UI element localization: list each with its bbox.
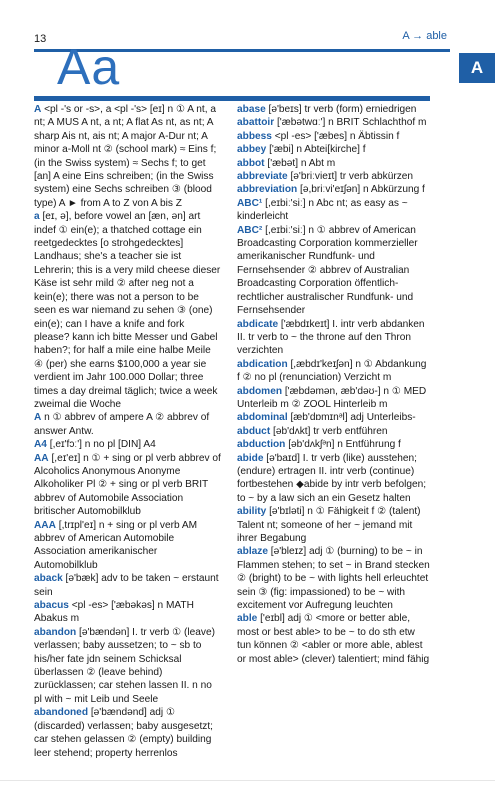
headword: abbreviation <box>237 184 298 196</box>
entry-abbess <box>237 130 431 143</box>
entry-text: abide [ə'baɪd] I. tr verb (like) ausstehen; (endure) ertragen II. intr verb (continue) fortbestehen ◆abide by intr verb befolgen; to ~ by a law sich an ein Gesetz halten <box>237 452 427 504</box>
headword: ablaze <box>237 546 268 558</box>
section-rule <box>34 96 430 101</box>
entry-abbey <box>237 143 431 156</box>
entry-able <box>237 612 431 666</box>
entry-text: aback [ə'bæk] adv to be taken ~ erstaunt sein <box>34 573 219 598</box>
headword: ABC¹ <box>237 197 263 209</box>
entry-abide <box>237 452 431 506</box>
entry-ablaze <box>237 545 431 612</box>
headword: A <box>34 412 42 424</box>
section-letter: Aa <box>57 39 121 95</box>
headword: abduction <box>237 439 286 451</box>
entry-text: A4 [,eɪ'fɔː'] n no pl [DIN] A4 <box>34 439 156 451</box>
entry-text: abbreviate [ə'briːvieɪt] tr verb abkürzen <box>237 171 414 183</box>
entry-abase <box>237 103 431 116</box>
entry-text: abase [ə'beɪs] tr verb (form) erniedrigen <box>237 104 417 115</box>
headword: abduct <box>237 425 271 437</box>
entry-A <box>34 103 221 210</box>
entry-text: abbey ['æbi] n Abtei[kirche] f <box>237 144 366 156</box>
headword: AAA <box>34 519 56 531</box>
headword: abdicate <box>237 318 279 330</box>
entry-abduction <box>237 438 431 451</box>
headword: abbreviate <box>237 171 288 183</box>
entry-text: abbreviation [ə,briːvi'eɪʃən] n Abkürzung f <box>237 184 425 196</box>
entry-text: abandon [ə'bændən] I. tr verb ① (leave) verlassen; baby aussetzen; to ~ sb to his/her fate jdn seinem Schicksal überlassen ② (leave behind) zurücklassen; car stehen lassen II. n no pl with ~ mit Leib und Seele <box>34 626 215 705</box>
entry-abdication <box>237 358 431 385</box>
headword: abdication <box>237 358 288 370</box>
entry-text: ablaze [ə'bleɪz] adj ① (burning) to be ~ in Flammen stehen; to set ~ in Brand stecken ② (bright) to be ~ with lights hell erleuchtet sein ③ (fig: impassioned) to be ~ with excitement vor Aufregung leuchten <box>237 546 430 612</box>
entry-text: A <pl -'s or -s>, a <pl -'s> [eɪ] n ① A nt, a nt; A MUS A nt, a nt; A flat As nt, as nt; A sharp Ais nt, ais nt; A major A-Dur nt; A minor a-Moll nt ② (school mark) ≈ Eins f; (in the Swiss system) ≈ Sechs f; to get [an] A eine Eins schreiben; (in the Swiss system) eine Sechs schreiben ③ (blood type) A ► from A to Z von A bis Z <box>34 104 217 209</box>
entry-text: abbess <pl -es> ['æbes] n Äbtissin f <box>237 130 400 142</box>
entry-text: ABC² [,eɪbiː'siː] n ① abbrev of American Broadcasting Corporation kommerzieller amerikanischer Rundfunk- und Fernsehsender ② abbrev of Australian Broadcasting Corporation öffentlich-rechtlicher australischer Rundfunk- und Fernsehsender <box>237 224 418 317</box>
entry-abacus <box>34 599 221 626</box>
entry-text: abdomen ['æbdəmən, æb'dəʊ-] n ① MED Unterleib m ② ZOOL Hinterleib m <box>237 385 427 410</box>
entry-abdomen <box>237 385 431 412</box>
entry-text: abacus <pl -es> ['æbəkəs] n MATH Abakus m <box>34 600 194 625</box>
entry-abdicate <box>237 318 431 358</box>
entry-text: abdominal [æb'dɒmɪnᵊl] adj Unterleibs- <box>237 412 416 424</box>
running-head: A → able <box>402 30 447 42</box>
headword: AA <box>34 452 49 464</box>
page-number: 13 <box>34 33 47 45</box>
entry-text: abduct [əb'dʌkt] tr verb entführen <box>237 425 388 437</box>
entry-text: AA [,eɪ'eɪ] n ① + sing or pl verb abbrev of Alcoholics Anonymous Anonyme Alkoholiker Pl ② + sing or pl verb BRIT abbrev of Automobile Association britischer Automobilklub <box>34 452 221 518</box>
headword: abdomen <box>237 385 283 397</box>
entry-text: abbot ['æbət] n Abt m <box>237 157 336 169</box>
entry-ABC2 <box>237 224 431 318</box>
entry-text: A n ① abbrev of ampere A ② abbrev of answer Antw. <box>34 412 210 437</box>
headword: abacus <box>34 600 69 612</box>
entry-AA <box>34 452 221 519</box>
headword: abbess <box>237 130 272 142</box>
headword: A <box>34 104 42 115</box>
headword: abandon <box>34 626 77 638</box>
entry-ability <box>237 505 431 545</box>
entry-AAA <box>34 519 221 573</box>
entry-abandon <box>34 626 221 706</box>
entry-text: abattoir ['æbətwɑː'] n BRIT Schlachthof m <box>237 117 427 129</box>
entry-text: abduction [əb'dʌkʃᵊn] n Entführung f <box>237 439 401 451</box>
entry-text: abdication [,æbdɪ'keɪʃən] n ① Abdankung f ② no pl (renunciation) Verzicht m <box>237 358 427 384</box>
headword: abattoir <box>237 117 275 129</box>
headword: abbey <box>237 144 267 156</box>
entry-text: AAA [,trɪpl'eɪ] n + sing or pl verb AM abbrev of American Automobile Association amerikanischer Automobilklub <box>34 519 198 571</box>
entry-abandoned <box>34 706 221 760</box>
entry-abbot <box>237 157 431 170</box>
entry-aback <box>34 572 221 599</box>
entry-text: abdicate ['æbdɪkeɪt] I. intr verb abdanken II. tr verb to ~ the throne auf den Thron verzichten <box>237 318 425 357</box>
headword: aback <box>34 573 63 585</box>
headword: ability <box>237 506 267 518</box>
entry-A4 <box>34 438 221 451</box>
entry-abdominal <box>237 411 431 424</box>
entry-abbreviation <box>237 183 431 196</box>
left-column <box>34 103 221 783</box>
headword: abbot <box>237 157 265 169</box>
entry-text: a [eɪ, ə], before vowel an [æn, ən] art indef ① ein(e); a thatched cottage ein reetgedecktes [o strohgedecktes] Landhaus; she's a teacher sie ist Lehrerin; this is a very mild cheese dieser Käse ist sehr mild ② after neg not a kein(e); there was not a person to be seen es war niemand zu sehen ③ (one) ein(e); can I have a knife and fork please? kann ich bitte Messer und Gabel haben?; for half a mile eine halbe Meile ④ (per) she earns $100,000 a year sie verdient im Jahr 100.000 Dollar; three times a day dreimal täglich; twice a week zweimal die Woche <box>34 211 221 410</box>
entry-a <box>34 210 221 411</box>
thumb-index-tab[interactable]: A <box>459 53 495 83</box>
right-column <box>237 103 431 783</box>
headword: A4 <box>34 439 47 451</box>
entry-text: abandoned [ə'bændənd] adj ① (discarded) verlassen; baby ausgesetzt; car stehen gelassen ② (empty) building leer stehend; property herrenlos <box>34 707 213 759</box>
entry-ABC1 <box>237 197 431 224</box>
headword: abandoned <box>34 707 89 719</box>
headword: able <box>237 613 258 625</box>
entry-A-abbrev <box>34 411 221 438</box>
headword: abdominal <box>237 412 288 424</box>
headword: abase <box>237 104 266 115</box>
headword: abide <box>237 452 264 464</box>
page-bottom-rule <box>0 780 495 781</box>
entry-abattoir <box>237 116 431 129</box>
entry-text: able ['eɪbl] adj ① <more or better able, most or best able> to be ~ to do sth etw tun können ② <abler or more able, ablest or most able> (clever) talentiert; mind fähig <box>237 613 430 665</box>
entry-text: ability [ə'bɪləti] n ① Fähigkeit f ② (talent) Talent nt; someone of her ~ jemand mit ihrer Begabung <box>237 506 421 544</box>
headword: ABC² <box>237 224 263 236</box>
entry-text: ABC¹ [,eɪbiː'siː] n Abc nt; as easy as ~ kinderleicht <box>237 197 408 223</box>
entry-abduct <box>237 425 431 438</box>
headword: a <box>34 211 40 223</box>
entry-abbreviate <box>237 170 431 183</box>
